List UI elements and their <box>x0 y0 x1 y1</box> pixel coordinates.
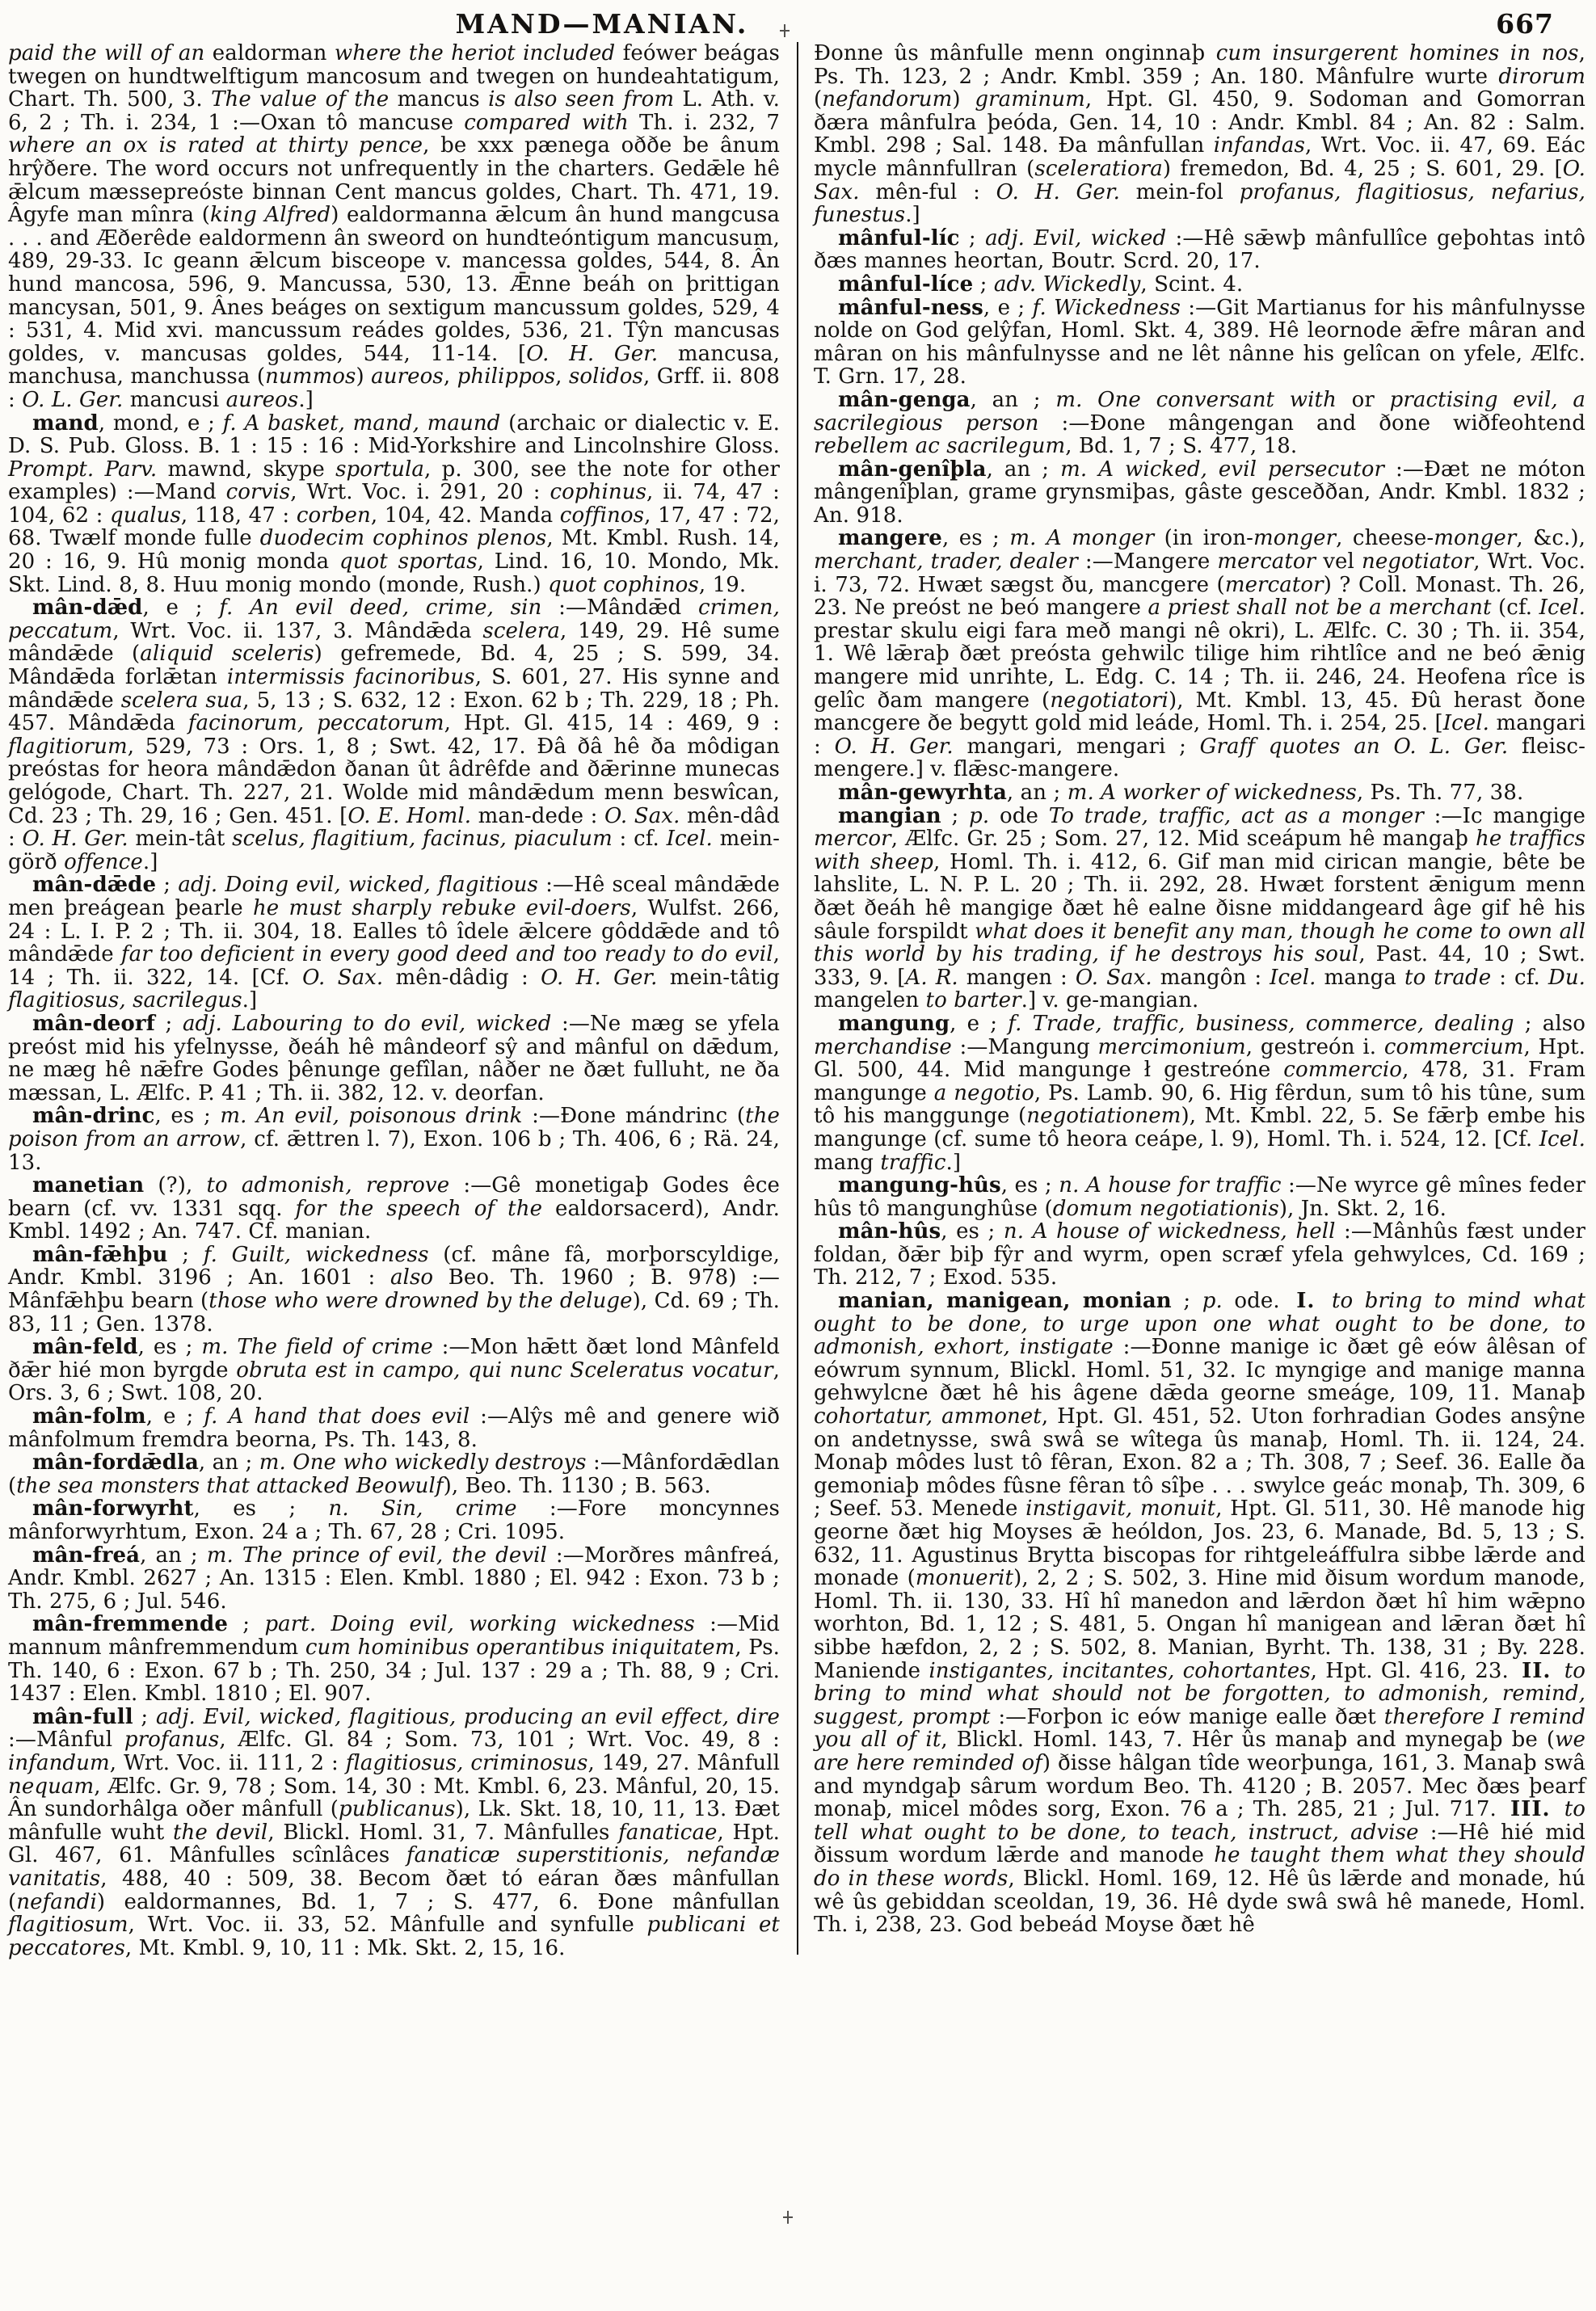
entry-gloss: dirorum <box>1498 64 1585 89</box>
printer-mark-top-icon <box>779 24 790 37</box>
entry-headword: mand <box>32 410 99 436</box>
entry-headword: manetian <box>32 1173 145 1198</box>
entry-gloss: monuerit <box>915 1566 1014 1591</box>
entry-gloss: sceleratiora <box>1034 156 1163 181</box>
entry-gloss: also <box>390 1265 434 1290</box>
entry-gloss: obruta est in campo, qui nunc Sceleratus vocatur <box>236 1358 773 1383</box>
dictionary-entry: mân-fordǣdla, an ; m. One who wickedly destroys :—Mânfordǣdlan (the sea monsters that attacked Beowulf), Beo. Th. 1130 ; B. 563. <box>8 1450 781 1498</box>
printer-mark-bottom-icon <box>782 2211 794 2224</box>
entry-gloss: compared with <box>464 110 629 135</box>
entry-gloss: we are here reminded of <box>814 1728 1585 1775</box>
dictionary-entry: mangian ; p. ode To trade, traffic, act as a monger :—Ic mangige mercor, Ælfc. Gr. 25 ; Som. 27, 12. Mid sceápum hê mangaþ he traffics with sheep, Homl. Th. i. 412, 6. Gif man mid cirican mangie, bête be lahslite, L. N. P. L. 20 ; Th. ii. 292, 28. Hwæt forstent ǣnigum menn ðæt ðeáh hê mangige ðæt hê ealne ðisne middangeard âge gif hê his sâule forspildt what does it benefit any man, though he come to own all this world by his trading, if he destroys his soul, Past. 44, 10 ; Swt. 333, 9. [A. R. mangen : O. Sax. mangôn : Icel. manga to trade : cf. Du. mangelen to barter.] v. ge-mangian. <box>814 803 1586 1013</box>
entry-gloss: p. <box>969 803 990 828</box>
dictionary-entry: mân-freá, an ; m. The prince of evil, the devil :—Morðres mânfreá, Andr. Kmbl. 2627 ; An. 1315 : Elen. Kmbl. 1880 ; El. 942 : Exon. 73 b ; Th. 275, 6 ; Jul. 546. <box>8 1543 780 1614</box>
entry-gloss: O. H. Ger. <box>22 827 128 852</box>
entry-gloss: mercator <box>1217 549 1316 575</box>
entry-gloss: those who were drowned by the deluge <box>208 1289 633 1314</box>
entry-gloss: Icel. <box>1442 711 1490 736</box>
entry-gloss: practising evil, a sacrilegious person <box>814 387 1586 436</box>
entry-headword: mân-freá <box>32 1543 141 1568</box>
dictionary-entry: manian, manigean, monian ; p. ode. I. to bring to mind what ought to be done, to urge upon one what ought to be done, to admonish, exhort, instigate :—Ðonne manige ic ðæt gê eów âlêsan of eówrum synnum, Blickl. Homl. 51, 32. Ic myngige and manige manna gehwylcne ðæt hê his âgene dǣda georne smeáge, 109, 11. Manaþ cohortatur, ammonet, Hpt. Gl. 451, 52. Uton forhradian Godes ansŷne on andetnysse, swâ swâ se wîtega ûs manaþ, Homl. Th. ii. 124, 24. Monaþ môdes lust tô fêran, Exon. 82 a ; Th. 308, 7 ; Seef. 36. Ealle ða gemoniaþ môdes fûsne fêran tô sîþe . . . swylce geác monaþ, Th. 309, 6 ; Seef. 53. Menede instigavit, monuit, Hpt. Gl. 511, 30. Hê manode hig georne ðæt hig Moyses ǣ heóldon, Jos. 23, 6. Manade, Bd. 5, 13 ; S. 632, 11. Agustinus Brytta biscopas for rihtgeleáffulra sibbe lǣrde and monade (monuerit), 2, 2 ; S. 502, 3. Hine mid ðisum wordum manode, Homl. Th. ii. 130, 33. Hî hî manedon and lǣrdon ðæt hî him wǣpno worhton, Bd. 1, 12 ; S. 481, 5. Ongan hî manigean and lǣran ðæt hî sibbe hæfdon, 2, 2 ; S. 502, 8. Manian, Byrht. Th. 138, 31 ; By. 228. Maniende instigantes, incitantes, cohortantes, Hpt. Gl. 416, 23. II. to bring to mind what should not be forgotten, to admonish, remind, suggest, prompt :—Forþon ic eów manige ealle ðæt therefore I remind you all of it, Blickl. Homl. 143, 7. Hêr ûs manaþ and mynegaþ be (we are here reminded of) ðisse hâlgan tîde weorþunga, 161, 3. Manaþ swâ and myndgaþ sârum wordum Beo. Th. 4120 ; B. 2057. Mec ðæs þearf monaþ, micel môdes sorg, Exon. 76 a ; Th. 285, 21 ; Jul. 717. III. to tell what ought to be done, to teach, instruct, advise :—Hê hié mid ðissum wordum lǣrde and manode he taught them what they should do in these words, Blickl. Homl. 169, 12. Hê ûs lǣrde and monade, hú wê ûs gebiddan sceoldan, 19, 36. Hê dyde swâ swâ hê manede, Homl. Th. i, 238, 23. God bebeád Moyse ðæt hê <box>814 1289 1586 1938</box>
entry-gloss: f. Guilt, wickedness <box>203 1242 429 1267</box>
entry-gloss: mercator <box>1224 572 1324 597</box>
entry-gloss: the devil <box>172 1820 268 1845</box>
dictionary-entry: mân-feld, es ; m. The field of crime :—Mon hǣtt ðæt lond Mânfeld ðǣr hié mon byrgde obruta est in campo, qui nunc Sceleratus vocatur, Ors. 3, 6 ; Swt. 108, 20. <box>8 1335 780 1406</box>
entry-gloss: m. A worker of wickedness <box>1067 781 1357 805</box>
dictionary-entry: manetian (?), to admonish, reprove :—Gê monetigaþ Godes êce bearn (cf. vv. 1331 sqq. for the speech of the ealdorsacerd), Andr. Kmbl. 1492 ; An. 747. Cf. manian. <box>8 1173 780 1244</box>
entry-gloss: king Alfred <box>209 203 331 228</box>
entry-gloss: part. Doing evil, working wickedness <box>264 1612 695 1637</box>
dictionary-entry: mân-folm, e ; f. A hand that does evil :—Alŷs mê and genere wið mânfolmum fremdra beorna, Ps. Th. 143, 8. <box>8 1404 780 1452</box>
entry-gloss: cum insurgerent homines in nos <box>1215 41 1579 65</box>
entry-gloss: nefandorum <box>822 87 953 112</box>
entry-gloss: O. Sax. <box>1075 965 1152 990</box>
entry-gloss: infandas <box>1213 133 1305 158</box>
entry-gloss: graminum <box>975 87 1085 112</box>
entry-gloss: fanaticæ superstitionis, nefandæ vanitatis <box>8 1843 780 1891</box>
entry-gloss: O. H. Ger. <box>996 179 1120 204</box>
entry-gloss: instigantes, incitantes, cohortantes <box>929 1658 1311 1683</box>
entry-gloss: m. An evil, poisonous drink <box>220 1104 523 1129</box>
entry-gloss: cum hominibus operantibus iniquitatem <box>305 1635 735 1660</box>
entry-gloss: adv. Wickedly <box>993 272 1141 297</box>
entry-gloss: O. E. Homl. <box>347 803 472 828</box>
entry-gloss: publicani et peccatores <box>8 1913 780 1960</box>
entry-gloss: he taught them what they should do in these words <box>814 1843 1585 1891</box>
entry-gloss: n. A house for traffic <box>1059 1173 1282 1198</box>
entry-gloss: monger <box>1253 526 1337 551</box>
dictionary-entry: mânful-ness, e ; f. Wickedness :—Git Martianus for his mânfulnysse nolde on God gelŷfan, Homl. Skt. 4, 389. Hê leornode ǣfre mâran and mâran on his mânfulnysse and ne lêt nânne his gelîcan on yfele, Ælfc. T. Grn. 17, 28. <box>814 295 1585 389</box>
entry-gloss: O. Sax. <box>814 156 1585 204</box>
entry-gloss: where the heriot included <box>334 41 616 65</box>
entry-gloss: flagitiosus, sacrilegus <box>8 988 242 1013</box>
entry-gloss: adj. Evil, wicked <box>985 225 1167 250</box>
dictionary-entry: mân-dǣde ; adj. Doing evil, wicked, flagitious :—Hê sceal mândǣde men þreágean þearle he must sharply rebuke evil-doers, Wulfst. 266, 24 : L. I. P. 2 ; Th. ii. 304, 18. Ealles tô îdele ǣlcere gôddǣde and tô mândǣde far too deficient in every good deed and too ready to do evil, 14 ; Th. ii. 322, 14. [Cf. O. Sax. mên-dâdig : O. H. Ger. mein-tâtig flagitiosus, sacrilegus.] <box>8 873 781 1013</box>
dictionary-entry: mangere, es ; m. A monger (in iron-monger, cheese-monger, &c.), merchant, trader, dealer :—Mangere mercator vel negotiator, Wrt. Voc. i. 73, 72. Hwæt sægst ðu, mancgere (mercator) ? Coll. Monast. Th. 26, 23. Ne preóst ne beó mangere a priest shall not be a merchant (cf. Icel. prestar skulu eigi fara með mangi nê okri), L. Ælfc. C. 30 ; Th. ii. 354, 1. Wê lǣraþ ðæt preósta gehwilc tilige him rihtlîce and ne beó ǣnig mangere mid unrihte, L. Edg. C. 14 ; Th. ii. 246, 24. Heofena rîce is gelîc ðam mangere (negotiatori), Mt. Kmbl. 13, 45. Ðû herast ðone mancgere ðe begytt gold mid leáde, Homl. Th. i. 254, 25. [Icel. mangari : O. H. Ger. mangari, mengari ; Graff quotes an O. L. Ger. fleisc-mengere.] v. flǣsc-mangere. <box>814 526 1586 782</box>
dictionary-entry: mangung-hûs, es ; n. A house for traffic :—Ne wyrce gê mînes feder hûs tô mangunghûse (domum negotiationis), Jn. Skt. 2, 16. <box>814 1173 1586 1221</box>
dictionary-entry: mangung, e ; f. Trade, traffic, business, commerce, dealing ; also merchandise :—Mangung mercimonium, gestreón i. commercium, Hpt. Gl. 500, 44. Mid mangunge ł gestreóne commercio, 478, 31. Fram mangunge a negotio, Ps. Lamb. 90, 6. Hig fêrdun, sum tô his tûne, sum tô his manggunge (negotiationem), Mt. Kmbl. 22, 5. Se fǣrþ embe his mangunge (cf. sume tô heora ceápe, l. 9), Homl. Th. i. 524, 12. [Cf. Icel. mang traffic.] <box>814 1011 1586 1175</box>
entry-headword: mân-full <box>32 1704 133 1729</box>
entry-gloss: solidos <box>568 364 643 389</box>
entry-gloss: merchandise <box>814 1034 952 1059</box>
entry-gloss: O. H. Ger. <box>541 965 658 990</box>
entry-headword: manian, manigean, monian <box>838 1289 1172 1314</box>
entry-gloss: domum negotiationis <box>1052 1196 1279 1221</box>
column <box>8 42 780 1960</box>
dictionary-entry: mân-fremmende ; part. Doing evil, working wickedness :—Mid mannum mânfremmendum cum hominibus operantibus iniquitatem, Ps. Th. 140, 6 : Exon. 67 b ; Th. 250, 34 ; Jul. 137 : 29 a ; Th. 88, 9 ; Cri. 1437 : Elen. Kmbl. 1810 ; El. 907. <box>8 1612 781 1707</box>
dictionary-entry: mân-dǣd, e ; f. An evil deed, crime, sin :—Mândǣd crimen, peccatum, Wrt. Voc. ii. 137, 3. Mândǣda scelera, 149, 29. Hê sume mândǣde (aliquid sceleris) gefremede, Bd. 4, 25 ; S. 599, 34. Mândǣda forlǣtan intermissis facinoribus, S. 601, 27. His synne and mândǣde scelera sua, 5, 13 ; S. 632, 12 : Exon. 62 b ; Th. 229, 18 ; Ph. 457. Mândǣda facinorum, peccatorum, Hpt. Gl. 415, 14 : 469, 9 : flagitiorum, 529, 73 : Ors. 1, 8 ; Swt. 42, 17. Ðâ ðâ hê ða môdigan preóstas for heora mândǣdon ðanan ût âdrêfde and ðǣrinne munecas gelógode, Chart. Th. 227, 21. Wolde mid mândǣdum menn beswîcan, Cd. 23 ; Th. 29, 16 ; Gen. 451. [O. E. Homl. man-dede : O. Sax. mên-dâd : O. H. Ger. mein-tât scelus, flagitium, facinus, piaculum : cf. Icel. mein-görð offence.] <box>8 596 781 874</box>
entry-gloss: Prompt. Parv. <box>8 457 158 482</box>
entry-gloss: qualus <box>110 503 181 528</box>
entry-headword: mangung-hûs <box>838 1173 1001 1198</box>
entry-gloss: publicanus <box>339 1797 456 1822</box>
entry-gloss: he traffics with sheep <box>814 827 1585 874</box>
entry-gloss: mercor <box>814 827 891 852</box>
entry-headword: mân-gewyrhta <box>838 781 1007 805</box>
entry-gloss: crimen, peccatum <box>8 596 780 643</box>
entry-gloss: Graff quotes an O. L. Ger. <box>1199 734 1509 759</box>
entry-gloss: f. An evil deed, crime, sin <box>219 596 542 621</box>
entry-gloss: profanus, flagitiosus, nefarius, funestus <box>814 179 1585 228</box>
entry-gloss: where an ox is rated at thirty pence <box>8 133 423 158</box>
entry-headword: mân-fǣhþu <box>32 1242 168 1267</box>
entry-gloss: O. H. Ger. <box>526 341 659 366</box>
entry-gloss: adj. Labouring to do evil, wicked <box>182 1011 552 1036</box>
entry-headword: mân-genîþla <box>838 457 987 482</box>
entry-headword: mân-dǣd <box>32 596 143 621</box>
sense-numeral: III. <box>1510 1797 1551 1822</box>
entry-gloss: the sea monsters that attacked Beowulf <box>16 1473 444 1498</box>
entry-gloss: to barter <box>925 988 1021 1013</box>
entry-gloss: for the speech of the <box>295 1196 543 1221</box>
entry-headword: mân-dǣde <box>32 873 157 898</box>
entry-gloss: Du. <box>1548 965 1586 990</box>
entry-gloss: cohortatur, ammonet <box>814 1404 1042 1429</box>
entry-gloss: m. One conversant with <box>1055 387 1337 412</box>
dictionary-entry: paid the will of an ealdorman where the heriot included feówer beágas twegen on hundtwelftigum mancosum and twegen on hundeahtatigum, Chart. Th. 500, 3. The value of the mancus is also seen from L. Ath. v. 6, 2 ; Th. i. 234, 1 :—Oxan tô mancuse compared with Th. i. 232, 7 where an ox is rated at thirty pence, be xxx pænega oððe be ânum hrŷðere. The word occurs not unfrequently in the charters. Gedǣle hê ǣlcum mæssepreóste binnan Cent mancus goldes, Chart. Th. 471, 19. Âgyfe man mînra (king Alfred) ealdormanna ǣlcum ân hund mangcusa . . . and Æðerêde ealdormenn ân sweord on hundteóntigum mancusum, 489, 29-33. Ic geann ǣlcum bisceope v. mancessa goldes, 544, 8. Ân hund mancosa, 596, 9. Mancussa, 530, 13. Ǣnne beáh on þrittigan mancysan, 501, 9. Ânes beáges on sextigum mancussum goldes, 529, 4 : 531, 4. Mid xvi. mancussum reádes goldes, 536, 21. Tŷn mancusas goldes, v. mancusas goldes, 544, 11-14. [O. H. Ger. mancusa, manchusa, manchussa (nummos) aureos, philippos, solidos, Grff. ii. 808 : O. L. Ger. mancusi aureos.] <box>8 41 780 412</box>
entry-gloss: profanus <box>124 1728 220 1753</box>
entry-gloss: to tell what ought to be done, to teach, instruct, advise <box>814 1797 1585 1845</box>
entry-gloss: quot sportas <box>339 549 478 575</box>
dictionary-entry: mân-full ; adj. Evil, wicked, flagitious, producing an evil effect, dire :—Mânful profanus, Ælfc. Gl. 84 ; Som. 73, 101 ; Wrt. Voc. 49, 8 : infandum, Wrt. Voc. ii. 111, 2 : flagitiosus, criminosus, 149, 27. Mânfull nequam, Ælfc. Gr. 9, 78 ; Som. 14, 30 : Mt. Kmbl. 6, 23. Mânful, 20, 15. Ân sundorhâlga oðer mânfull (publicanus), Lk. Skt. 18, 10, 11, 13. Ðæt mânfulle wuht the devil, Blickl. Homl. 31, 7. Mânfulles fanaticae, Hpt. Gl. 467, 61. Mânfulles scînlâces fanaticæ superstitionis, nefandæ vanitatis, 488, 40 : 509, 38. Becom ðæt tó eáran ðæs mânfullan (nefandi) ealdormannes, Bd. 1, 7 ; S. 477, 6. Ðone mânfullan flagitiosum, Wrt. Voc. ii. 33, 52. Mânfulle and synfulle publicani et peccatores, Mt. Kmbl. 9, 10, 11 : Mk. Skt. 2, 15, 16. <box>8 1704 780 1960</box>
entry-gloss: instigavit, monuit <box>1025 1496 1216 1522</box>
entry-gloss: traffic <box>880 1150 946 1175</box>
entry-headword: mangung <box>838 1011 950 1036</box>
dictionary-entry: mân-forwyrht, es ; n. Sin, crime :—Fore moncynnes mânforwyrhtum, Exon. 24 a ; Th. 67, 28 ; Cri. 1095. <box>8 1496 780 1544</box>
entry-gloss: intermissis facinoribus <box>226 665 475 690</box>
entry-gloss: duodecim cophinos plenos <box>259 526 547 551</box>
text-columns <box>8 42 1585 1960</box>
entry-gloss: p. <box>1202 1289 1223 1314</box>
entry-gloss: scelera sua <box>120 688 243 713</box>
entry-gloss: negotiationem <box>1026 1104 1181 1129</box>
entry-gloss: negotiatori <box>1050 688 1169 713</box>
column-divider <box>780 42 814 1960</box>
entry-gloss: sportula <box>335 457 424 482</box>
dictionary-entry: mânful-líc ; adj. Evil, wicked :—Hê sǣwþ mânfullîce geþohtas intô ðæs mannes heortan, Boutr. Scrd. 20, 17. <box>814 225 1585 274</box>
dictionary-entry: mân-deorf ; adj. Labouring to do evil, wicked :—Ne mæg se yfela preóst mid his yfelnysse, ðeáh hê mândeorf sŷ and mânful on dǣdum, ne mæg hê nǣfre Godes þênunge gefîlan, nâðer ne ðæt fulluht, ne ða mæssan, L. Ælfc. P. 41 ; Th. ii. 382, 12. v. deorfan. <box>8 1011 780 1105</box>
entry-headword: mân-genga <box>838 387 971 412</box>
entry-gloss: negotiator <box>1361 549 1474 575</box>
entry-gloss: is also seen from <box>488 87 675 112</box>
entry-gloss: to bring to mind what ought to be done, to urge upon one what ought to be done, to admonish, exhort, instigate <box>814 1289 1586 1360</box>
entry-headword: mân-fremmende <box>32 1612 228 1637</box>
entry-gloss: The value of the <box>211 87 390 112</box>
entry-gloss: aliquid sceleris <box>140 642 314 667</box>
page-title: MAND—MANIAN. <box>455 8 749 40</box>
entry-gloss: Icel. <box>666 827 713 852</box>
entry-gloss: m. One who wickedly destroys <box>259 1450 587 1475</box>
entry-gloss: nequam <box>8 1774 95 1799</box>
entry-headword: mânful-ness <box>838 295 983 320</box>
page-number: 667 <box>1496 8 1554 40</box>
entry-gloss: O. L. Ger. <box>22 387 124 412</box>
entry-gloss: To trade, traffic, act as a monger <box>1048 803 1424 828</box>
entry-gloss: adj. Doing evil, wicked, flagitious <box>178 873 538 898</box>
entry-gloss: facinorum, peccatorum <box>187 711 444 736</box>
entry-gloss: f. Trade, traffic, business, commerce, dealing <box>1008 1011 1514 1036</box>
entry-gloss: Icel. <box>1270 965 1316 990</box>
entry-headword: mânful-líc <box>838 225 960 250</box>
entry-headword: mân-fordǣdla <box>32 1450 199 1475</box>
entry-headword: mangian <box>838 803 941 828</box>
entry-gloss: mercimonium <box>1097 1034 1246 1059</box>
entry-gloss: to trade <box>1404 965 1492 990</box>
entry-gloss: monger <box>1434 526 1517 551</box>
dictionary-entry: mân-genga, an ; m. One conversant with or practising evil, a sacrilegious person :—Ðone mângengan and ðone wiðfeohtend rebellem ac sacrilegum, Bd. 1, 7 ; S. 477, 18. <box>814 387 1586 459</box>
dictionary-entry: Ðonne ûs mânfulle menn onginnaþ cum insurgerent homines in nos, Ps. Th. 123, 2 ; Andr. Kmbl. 359 ; An. 180. Mânfulre wurte dirorum (nefandorum) graminum, Hpt. Gl. 450, 9. Sodoman and Gomorran ðæra mânfulra þeóda, Gen. 14, 10 : Andr. Kmbl. 84 ; An. 82 : Salm. Kmbl. 298 ; Sal. 148. Ða mânfullan infandas, Wrt. Voc. ii. 47, 69. Eác mycle mânnfullran (sceleratiora) fremedon, Bd. 4, 25 ; S. 601, 29. [O. Sax. mên-ful : O. H. Ger. mein-fol profanus, flagitiosus, nefarius, funestus.] <box>814 41 1586 228</box>
sense-numeral: II. <box>1522 1658 1552 1683</box>
entry-gloss: rebellem ac sacrilegum <box>814 434 1066 459</box>
entry-headword: mân-forwyrht <box>32 1496 194 1522</box>
entry-gloss: f. Wickedness <box>1032 295 1181 320</box>
entry-gloss: philippos <box>457 364 556 389</box>
entry-gloss: he must sharply rebuke evil-doers <box>252 895 631 920</box>
entry-gloss: scelera <box>482 618 561 643</box>
entry-gloss: O. Sax. <box>604 803 680 828</box>
entry-gloss: infandum <box>8 1750 110 1775</box>
entry-gloss: paid the will of an <box>8 41 205 65</box>
entry-gloss: a negotio <box>933 1080 1034 1105</box>
entry-gloss: offence <box>64 849 143 874</box>
entry-gloss: scelus, flagitium, facinus, piaculum <box>232 827 613 852</box>
entry-gloss: n. Sin, crime <box>328 1496 517 1522</box>
dictionary-entry: mân-hûs, es ; n. A house of wickedness, hell :—Mânhûs fæst under foldan, ðǣr biþ fŷr and wyrm, open scræf yfela gehwylces, Cd. 169 ; Th. 212, 7 ; Exod. 535. <box>814 1219 1585 1290</box>
entry-headword: mân-feld <box>32 1335 138 1360</box>
entry-gloss: flagitiosum <box>8 1913 128 1938</box>
entry-gloss: the poison from an arrow <box>8 1104 780 1151</box>
entry-gloss: to bring to mind what should not be forgotten, to admonish, remind, suggest, prompt <box>814 1658 1585 1729</box>
entry-gloss: O. Sax. <box>302 965 384 990</box>
entry-gloss: adj. Evil, wicked, flagitious, producing an evil effect, dire <box>156 1704 780 1729</box>
entry-gloss: commercio <box>1283 1058 1403 1083</box>
column-divider-rule <box>797 42 798 1955</box>
entry-gloss: aureos <box>371 364 444 389</box>
entry-gloss: flagitiorum <box>8 734 128 759</box>
entry-gloss: A. R. <box>905 965 958 990</box>
entry-headword: mangere <box>838 526 942 551</box>
entry-headword: mân-drinc <box>32 1104 155 1129</box>
entry-gloss: to admonish, reprove <box>206 1173 450 1198</box>
dictionary-entry: mânful-líce ; adv. Wickedly, Scint. 4. <box>838 272 1244 297</box>
entry-gloss: therefore I remind you all of it <box>814 1704 1585 1753</box>
entry-headword: mân-hûs <box>838 1219 941 1244</box>
entry-gloss: coffinos <box>559 503 645 528</box>
entry-gloss: what does it benefit any man, though he come to own all this world by his trading, if he destroys his soul <box>814 919 1585 967</box>
entry-gloss: Icel. <box>1539 596 1585 621</box>
entry-gloss: m. The prince of evil, the devil <box>206 1543 547 1568</box>
dictionary-entry: mân-genîþla, an ; m. A wicked, evil persecutor :—Ðæt ne móton mângenîþlan, grame grynsmiþas, gâste gesceððan, Andr. Kmbl. 1832 ; An. 918. <box>814 457 1586 528</box>
entry-gloss: m. A wicked, evil persecutor <box>1060 457 1384 482</box>
column <box>814 42 1585 1937</box>
running-head <box>0 6 1596 45</box>
entry-gloss: O. H. Ger. <box>834 734 954 759</box>
dictionary-entry: mân-fǣhþu ; f. Guilt, wickedness (cf. mâne fâ, morþorscyldige, Andr. Kmbl. 3196 ; An. 1601 : also Beo. Th. 1960 ; B. 978) :—Mânfǣhþu bearn (those who were drowned by the deluge), Cd. 69 ; Th. 83, 11 ; Gen. 1378. <box>8 1242 781 1337</box>
entry-gloss: m. The field of crime <box>201 1335 433 1360</box>
entry-gloss: fanaticae <box>618 1820 718 1845</box>
entry-headword: mânful-líce <box>838 272 974 297</box>
entry-gloss: n. A house of wickedness, hell <box>1003 1219 1336 1244</box>
entry-gloss: corben <box>296 503 371 528</box>
entry-gloss: f. A basket, mand, maund <box>222 410 501 436</box>
entry-gloss: cophinus <box>550 480 647 505</box>
entry-gloss: m. A monger <box>1009 526 1155 551</box>
entry-gloss: Icel. <box>1539 1126 1585 1151</box>
sense-numeral: I. <box>1296 1289 1316 1314</box>
entry-gloss: far too deficient in every good deed and too ready to do evil <box>120 942 773 967</box>
dictionary-entry: mân-drinc, es ; m. An evil, poisonous drink :—Ðone mándrinc (the poison from an arrow, cf. ǣttren l. 7), Exon. 106 b ; Th. 406, 6 ; Rä. 24, 13. <box>8 1104 780 1175</box>
dictionary-entry: mand, mond, e ; f. A basket, mand, maund (archaic or dialectic v. E. D. S. Pub. Gloss. B. 1 : 15 : 16 : Mid-Yorkshire and Lincolnshire Gloss. Prompt. Parv. mawnd, skype sportula, p. 300, see the note for other examples) :—Mand corvis, Wrt. Voc. i. 291, 20 : cophinus, ii. 74, 47 : 104, 62 : qualus, 118, 47 : corben, 104, 42. Manda coffinos, 17, 47 : 72, 68. Twælf monde fulle duodecim cophinos plenos, Mt. Kmbl. Rush. 14, 20 : 16, 9. Hû monig monda quot sportas, Lind. 16, 10. Mondo, Mk. Skt. Lind. 8, 8. Huu monig mondo (monde, Rush.) quot cophinos, 19. <box>8 410 781 597</box>
entry-gloss: nummos <box>265 364 356 389</box>
entry-gloss: quot cophinos <box>548 572 699 597</box>
entry-gloss: a priest shall not be a merchant <box>1148 596 1492 621</box>
entry-gloss: aureos <box>225 387 299 412</box>
entry-gloss: corvis <box>225 480 291 505</box>
entry-headword: mân-folm <box>32 1404 146 1429</box>
entry-gloss: nefandi <box>16 1889 97 1914</box>
entry-headword: mân-deorf <box>32 1011 155 1036</box>
entry-gloss: flagitiosus, criminosus <box>345 1750 588 1775</box>
entry-gloss: f. A hand that does evil <box>204 1404 470 1429</box>
dictionary-entry: mân-gewyrhta, an ; m. A worker of wickedness, Ps. Th. 77, 38. <box>838 781 1524 805</box>
entry-gloss: commercium <box>1383 1034 1524 1059</box>
entry-gloss: merchant, trader, dealer <box>814 549 1078 575</box>
